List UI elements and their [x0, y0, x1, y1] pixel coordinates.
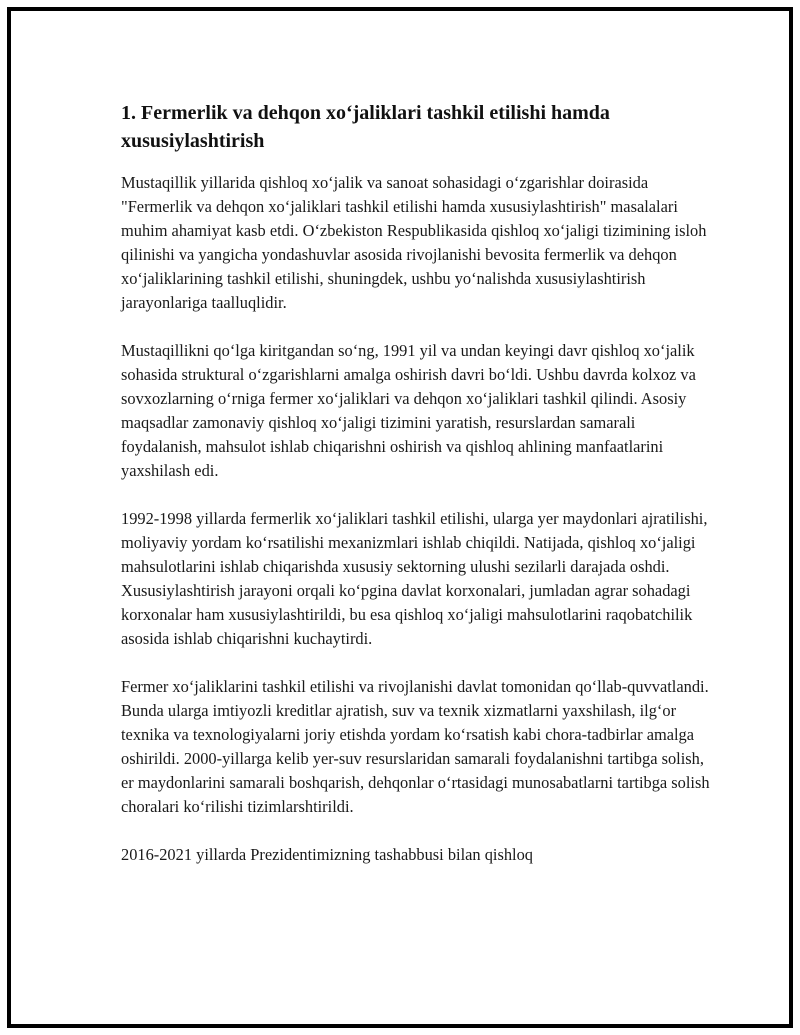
paragraph-5: 2016-2021 yillarda Prezidentimizning tashabbusi bilan qishloq [121, 845, 533, 864]
paragraph-1: Mustaqillik yillarida qishloq xoʻjalik va sanoat sohasidagi oʻzgarishlar doirasida "Fermerlik va dehqon xoʻjaliklari tashkil etilishi hamda xususiylashtirish" masalalari muhim ahamiyat kasb etdi. Oʻzbekiston Respublikasida qishloq xoʻjaligi tizimining isloh qilinishi va yangicha yondashuvlar asosida rivojlanishi bevosita fermerlik va dehqon xoʻjaliklarining tashkil etilishi, shuningdek, ushbu yoʻnalishda xususiylashtirish jarayonlariga taalluqlidir. [121, 173, 707, 312]
section-heading: 1. Fermerlik va dehqon xoʻjaliklari tashkil etilishi hamda xususiylashtirish [121, 102, 610, 152]
paragraph-3: 1992-1998 yillarda fermerlik xoʻjaliklari tashkil etilishi, ularga yer maydonlari ajratilishi, moliyaviy yordam koʻrsatilishi mexanizmlari ishlab chiqildi. Natijada, qishloq xoʻjaligi mahsulotlarini ishlab chiqarishda xususiy sektorning ulushi sezilarli darajada oshdi. Xususiylashtirish jarayoni orqali koʻpgina davlat korxonalari, jumladan agrar sohadagi korxonalar ham xususiylashtirildi, bu esa qishloq xoʻjaligi mahsulotlarini raqobatchilik asosida ishlab chiqarishni kuchaytirdi. [121, 509, 708, 648]
paragraph-4: Fermer xoʻjaliklarini tashkil etilishi va rivojlanishi davlat tomonidan qoʻllab-quvvatlandi. Bunda ularga imtiyozli kreditlar ajratish, suv va texnik xizmatlarni yaxshilash, ilgʻor texnika va texnologiyalarni joriy etishda yordam koʻrsatish kabi chora-tadbirlar amalga oshirildi. 2000-yillarga kelib yer-suv resurslaridan samarali foydalanishni tartibga solish, er maydonlarini samarali boshqarish, dehqonlar oʻrtasidagi munosabatlarni tartibga solish choralari koʻrilishi tizimlarshtirildi. [121, 677, 710, 816]
document-page [7, 7, 793, 1028]
document-content [121, 99, 711, 891]
paragraph-2: Mustaqillikni qoʻlga kiritgandan soʻng, 1991 yil va undan keyingi davr qishloq xoʻjalik sohasida struktural oʻzgarishlarni amalga oshirish davri boʻldi. Ushbu davrda kolxoz va sovxozlarning oʻrniga fermer xoʻjaliklari va dehqon xoʻjaliklari tashkil qilindi. Asosiy maqsadlar zamonaviy qishloq xoʻjaligi tizimini yaratish, resurslardan samarali foydalanish, mahsulot ishlab chiqarishni oshirish va qishloq ahlining manfaatlarini yaxshilash edi. [121, 341, 696, 480]
